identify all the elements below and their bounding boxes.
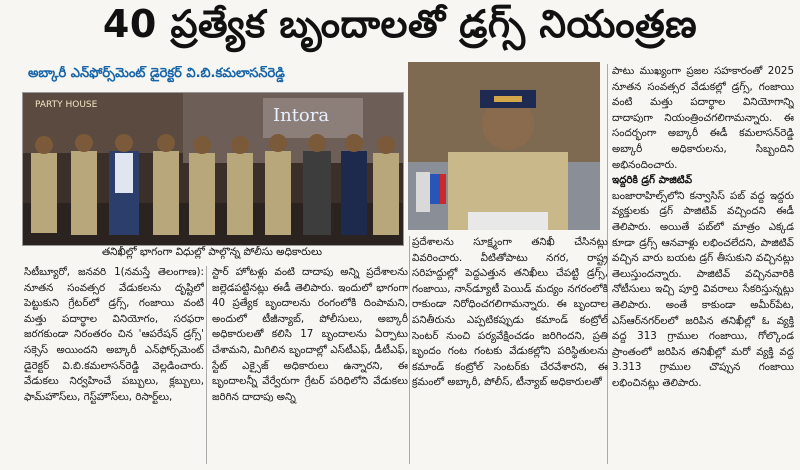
photo-sign-text: PARTY HOUSE [35, 100, 98, 110]
article-column-1 [24, 265, 204, 465]
column-divider [409, 236, 410, 464]
photo-logo-text: Intora [273, 105, 330, 126]
director-portrait [408, 62, 600, 230]
article-column-2 [212, 265, 408, 465]
byline: అబ్కారీ ఎన్‌ఫోర్స్‌మెంట్ డైరెక్టర్ వి.బి.కమలాసన్‌రెడ్డి [28, 66, 285, 81]
article-text: ప్రదేశాలను సూక్ష్మంగా తనిఖీ చేసినట్లు వివరించారు. వీటితోపాటు నగర, రాష్ట్ర సరిహద్దుల్లో పెద్దఎత్తున తనిఖీలు చేపట్టి డ్రగ్స్, గంజాయి, నాన్‌డ్యూటీ పెయిడ్ మద్యం నగరంలోకి రాకుండా నిరోధించగలిగామన్నారు. ఈ బృందాల పనితీరును ఎప్పటికప్పుడు కమాండ్ కంట్రోల్ సెంటర్ నుంచి పర్యవేక్షించడం జరిగిందని, ప్రతి బృందం గంట గంటకు వేడుకల్లోని పరిస్థితులను కమాండ్ కంట్రోల్ సెంటర్‌కు చేరవేశారని, ఈ క్రమంలో అబ్కారీ, పోలీస్, టీన్యాబ్ అధికారులతో [412, 236, 608, 389]
article-text: సిటీబ్యూరో, జనవరి 1(నమస్తే తెలంగాణ): నూతన సంవత్సర వేడుకలను దృష్టిలో పెట్టుకుని గ్రేటర్‌లో డ్రగ్స్, గంజాయి వంటి మత్తు పదార్థాల వినియోగం, సరఫరా జరగకుండా నిరంతరం చిన 'ఆపరేషన్ డ్రగ్స్' సక్సెస్ అయిందని అబ్కారీ ఎన్‌ఫోర్స్‌మెంట్ డైరెక్టర్ వి.బి.కమలాసన్‌రెడ్డి వెల్లడించారు. వేడుకలు నిర్వహించే పబ్బులు, క్లబ్బులు, ఫామ్‌హౌస్‌లు, గెస్ట్‌హౌస్‌లు, రిసార్ట్‌లు, [24, 266, 204, 403]
photo-caption: తనిఖీల్లో భాగంగా విధుల్లో పాల్గొన్న పోలీసు అధికారులు [101, 246, 323, 258]
article-text: స్టార్ హోటళ్లు వంటి దాదాపు అన్ని ప్రదేశాలను జల్లెడపట్టినట్లు ఈడీ తెలిపారు. ఇందులో భాగంగా 40 ప్రత్యేక బృందాలను రంగంలోకి దింపామని, అందులో టీజీన్యాబ్, పోలీసులు, అబ్కారీ అధికారులతో కలిసి 17 బృందాలను ఏర్పాటు చేశామని, మిగిలిన బృందాల్లో ఎస్‌టీఎఫ్, డీటీఎఫ్, స్టేట్ ఎక్సైజ్ అధికారులు ఉన్నారని, ఈ బృందాలన్నీ వేర్వేరుగా గ్రేటర్ పరిధిలోని వేడుకలు జరిగిన దాదాపు అన్ని [212, 266, 408, 403]
headline: 40 ప్రత్యేక బృందాలతో డ్రగ్స్ నియంత్రణ [102, 2, 698, 46]
article-column-4 [612, 64, 794, 464]
article-text: బంజారాహిల్స్‌లోని కన్వాసిస్ పబ్ వద్ద ఇద్దరు వ్యక్తులకు డ్రగ్ పాజిటివ్ వచ్చిందని ఈడీ తెలిపారు. అయితే పబ్‌లో మాత్రం ఎక్కడ కూడా డ్రగ్స్ ఆనవాళ్లు లభించలేదని, పాజిటివ్ వచ్చిన వారు బయట డ్రగ్ తీసుకుని వచ్చినట్లు తెలుస్తుందన్నారు. పాజిటివ్ వచ్చినవారికి నోటీసులు ఇచ్చి పూర్తి వివరాలు సేకరిస్తున్నట్లు తెలిపారు. అంతే కాకుండా అమీర్‌పేట, ఎస్ఆర్‌నగర్‌లలో జరిపిన తనిఖీల్లో ఓ వ్యక్తి వద్ద 313 గ్రాముల గంజాయి, గోల్కొండ ప్రాంతంలో జరిపిన తనిఖీల్లో మరో వ్యక్తి వద్ద 3.313 గ్రాముల చొప్పున గంజాయి లభించినట్లు తెలిపారు. [612, 189, 794, 389]
column-divider [206, 266, 207, 464]
subheading: ఇద్దరికి డ్రగ్ పాజిటివ్ [612, 174, 693, 187]
article-column-3 [412, 235, 608, 465]
police-group-photo [22, 92, 404, 246]
article-text: పాటు ముఖ్యంగా ప్రజల సహకారంతో 2025 నూతన సంవత్సర వేడుకల్లో డ్రగ్స్, గంజాయి వంటి మత్తు పదార్థాల వినియోగాన్ని దాదాపుగా నియంత్రించగలిగామన్నారు. ఈ సందర్భంగా అబ్కారీ ఈడీ కమలాసన్‌రెడ్డి అబ్కారీ అధికారులను, సిబ్బందిని అభినందించారు. [612, 65, 794, 171]
